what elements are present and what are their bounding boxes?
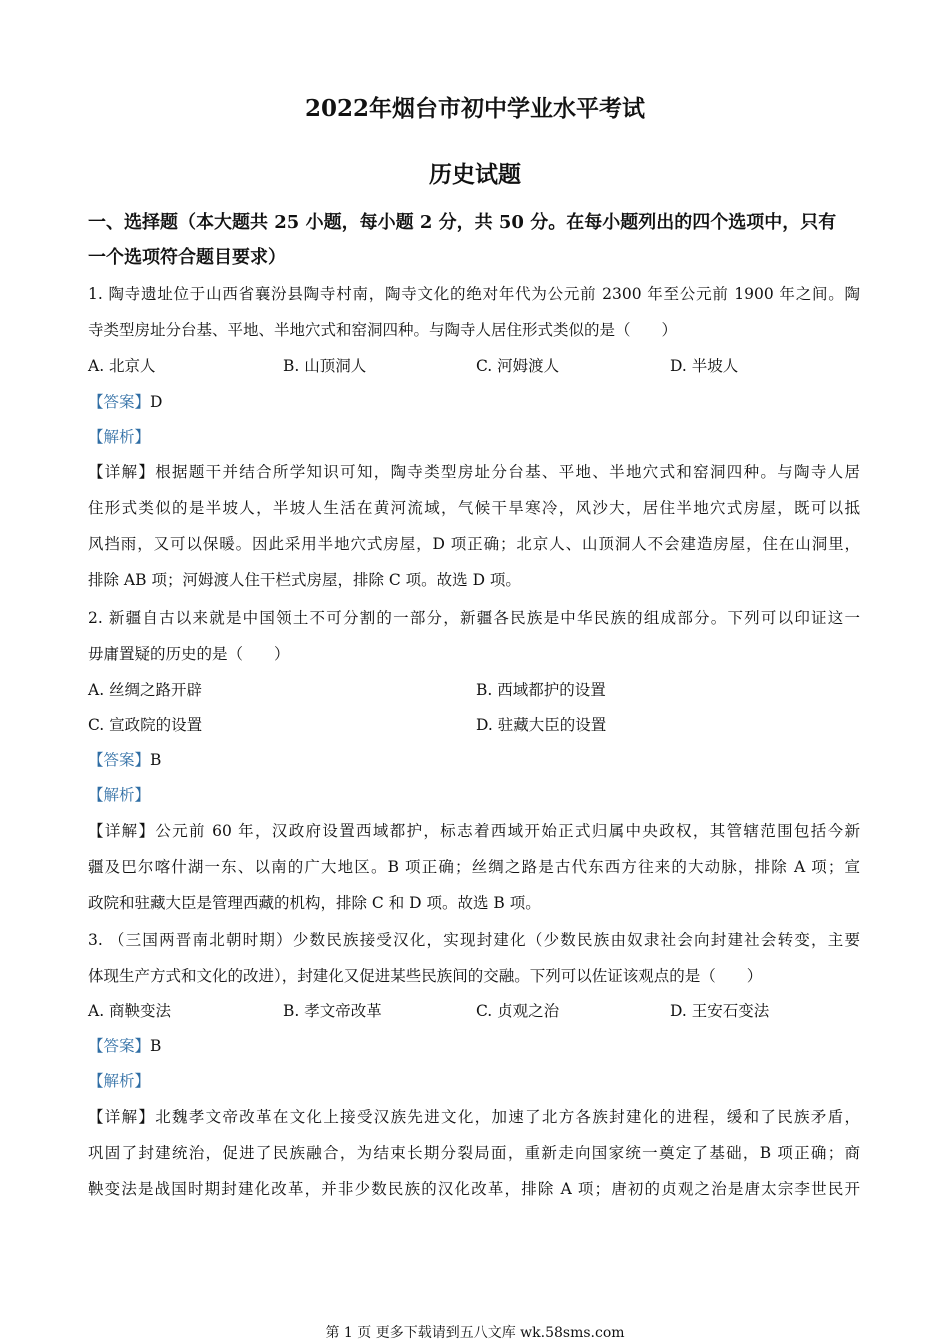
detail-label: 【详解】	[88, 822, 156, 840]
q1-detail-line	[88, 462, 860, 482]
q2-stem-line: 毋庸置疑的历史的是（ ）	[88, 645, 290, 663]
section-heading	[88, 205, 878, 275]
answer-label: 【答案】	[88, 751, 151, 769]
q1-option-c: C. 河姆渡人	[476, 357, 560, 375]
q2-detail-line: 疆及巴尔喀什湖一东、以南的广大地区。B 项正确；丝绸之路是古代东西方往来的大动脉，排除 A 项；宣	[88, 858, 860, 876]
q2-option-c: C. 宣政院的设置	[88, 716, 203, 734]
answer-label: 【答案】	[88, 1037, 151, 1055]
q1-option-a: A. 北京人	[88, 357, 156, 375]
q1-detail-line: 排除 AB 项；河姆渡人住干栏式房屋，排除 C 项。故选 D 项。	[88, 571, 521, 589]
q3-analysis-label: 【解析】	[88, 1072, 151, 1090]
answer-value: B	[150, 751, 162, 769]
q3-option-c: C. 贞观之治	[476, 1002, 560, 1020]
q2-stem-line: 2. 新疆自古以来就是中国领土不可分割的一部分，新疆各民族是中华民族的组成部分。下列可以印证这一	[88, 609, 860, 627]
page-footer: 第 1 页 更多下载请到五八文库 wk.58sms.com	[325, 1325, 625, 1341]
q1-option-d: D. 半坡人	[670, 357, 739, 375]
detail-label: 【详解】	[88, 1108, 156, 1126]
q2-detail-line: 政院和驻藏大臣是管理西藏的机构，排除 C 和 D 项。故选 B 项。	[88, 894, 541, 912]
exam-subtitle: 历史试题	[429, 161, 521, 188]
section-heading-line: 一、选择题（本大题共 25 小题，每小题 2 分，共 50 分。在每小题列出的四个选项中，只有	[88, 212, 837, 233]
q2-option-a: A. 丝绸之路开辟	[88, 681, 203, 699]
q1-analysis-label: 【解析】	[88, 428, 151, 446]
detail-text: 北魏孝文帝改革在文化上接受汉族先进文化，加速了北方各族封建化的进程，缓和了民族矛盾，	[155, 1108, 860, 1126]
q3-stem-line: 体现生产方式和文化的改进），封建化又促进某些民族间的交融。下列可以佐证该观点的是（ ）	[88, 967, 763, 985]
q1-answer	[88, 392, 162, 412]
q3-detail-line: 巩固了封建统治，促进了民族融合，为结束长期分裂局面，重新走向国家统一奠定了基础，B 项正确；商	[88, 1144, 860, 1162]
q2-analysis-label: 【解析】	[88, 786, 151, 804]
q3-detail-line	[88, 1107, 860, 1127]
answer-value: D	[150, 393, 163, 411]
q3-option-d: D. 王安石变法	[670, 1002, 770, 1020]
q2-option-d: D. 驻藏大臣的设置	[476, 716, 607, 734]
q2-option-b: B. 西域都护的设置	[476, 681, 606, 699]
q3-detail-line: 鞅变法是战国时期封建化改革，并非少数民族的汉化改革，排除 A 项；唐初的贞观之治是唐太宗李世民开	[88, 1180, 860, 1198]
q3-answer	[88, 1036, 161, 1056]
q1-detail-line: 风挡雨，又可以保暖。因此采用半地穴式房屋，D 项正确；北京人、山顶洞人不会建造房屋，住在山洞里，	[88, 535, 860, 553]
q2-detail-line	[88, 821, 860, 841]
answer-value: B	[150, 1037, 162, 1055]
q1-stem-line: 1. 陶寺遗址位于山西省襄汾县陶寺村南，陶寺文化的绝对年代为公元前 2300 年至公元前 1900 年之间。陶	[88, 285, 860, 303]
q1-detail-line: 住形式类似的是半坡人，半坡人生活在黄河流域，气候干旱寒冷，风沙大，居住半地穴式房屋，既可以抵	[88, 499, 860, 517]
detail-text: 根据题干并结合所学知识可知，陶寺类型房址分台基、平地、半地穴式和窑洞四种。与陶寺人居	[155, 463, 860, 481]
q1-stem-line: 寺类型房址分台基、平地、半地穴式和窑洞四种。与陶寺人居住形式类似的是（ ）	[88, 321, 678, 339]
q3-option-b: B. 孝文帝改革	[283, 1002, 382, 1020]
q1-option-b: B. 山顶洞人	[283, 357, 367, 375]
q2-answer	[88, 750, 161, 770]
exam-title: 2022年烟台市初中学业水平考试	[304, 95, 645, 122]
answer-label: 【答案】	[88, 393, 151, 411]
q3-option-a: A. 商鞅变法	[88, 1002, 172, 1020]
detail-text: 公元前 60 年，汉政府设置西域都护，标志着西域开始正式归属中央政权，其管辖范围包括今新	[155, 822, 860, 840]
q3-stem-line: 3. （三国两晋南北朝时期）少数民族接受汉化，实现封建化（少数民族由奴隶社会向封建社会转变，主要	[88, 931, 860, 949]
section-heading-line: 一个选项符合题目要求）	[88, 247, 286, 268]
detail-label: 【详解】	[88, 463, 156, 481]
